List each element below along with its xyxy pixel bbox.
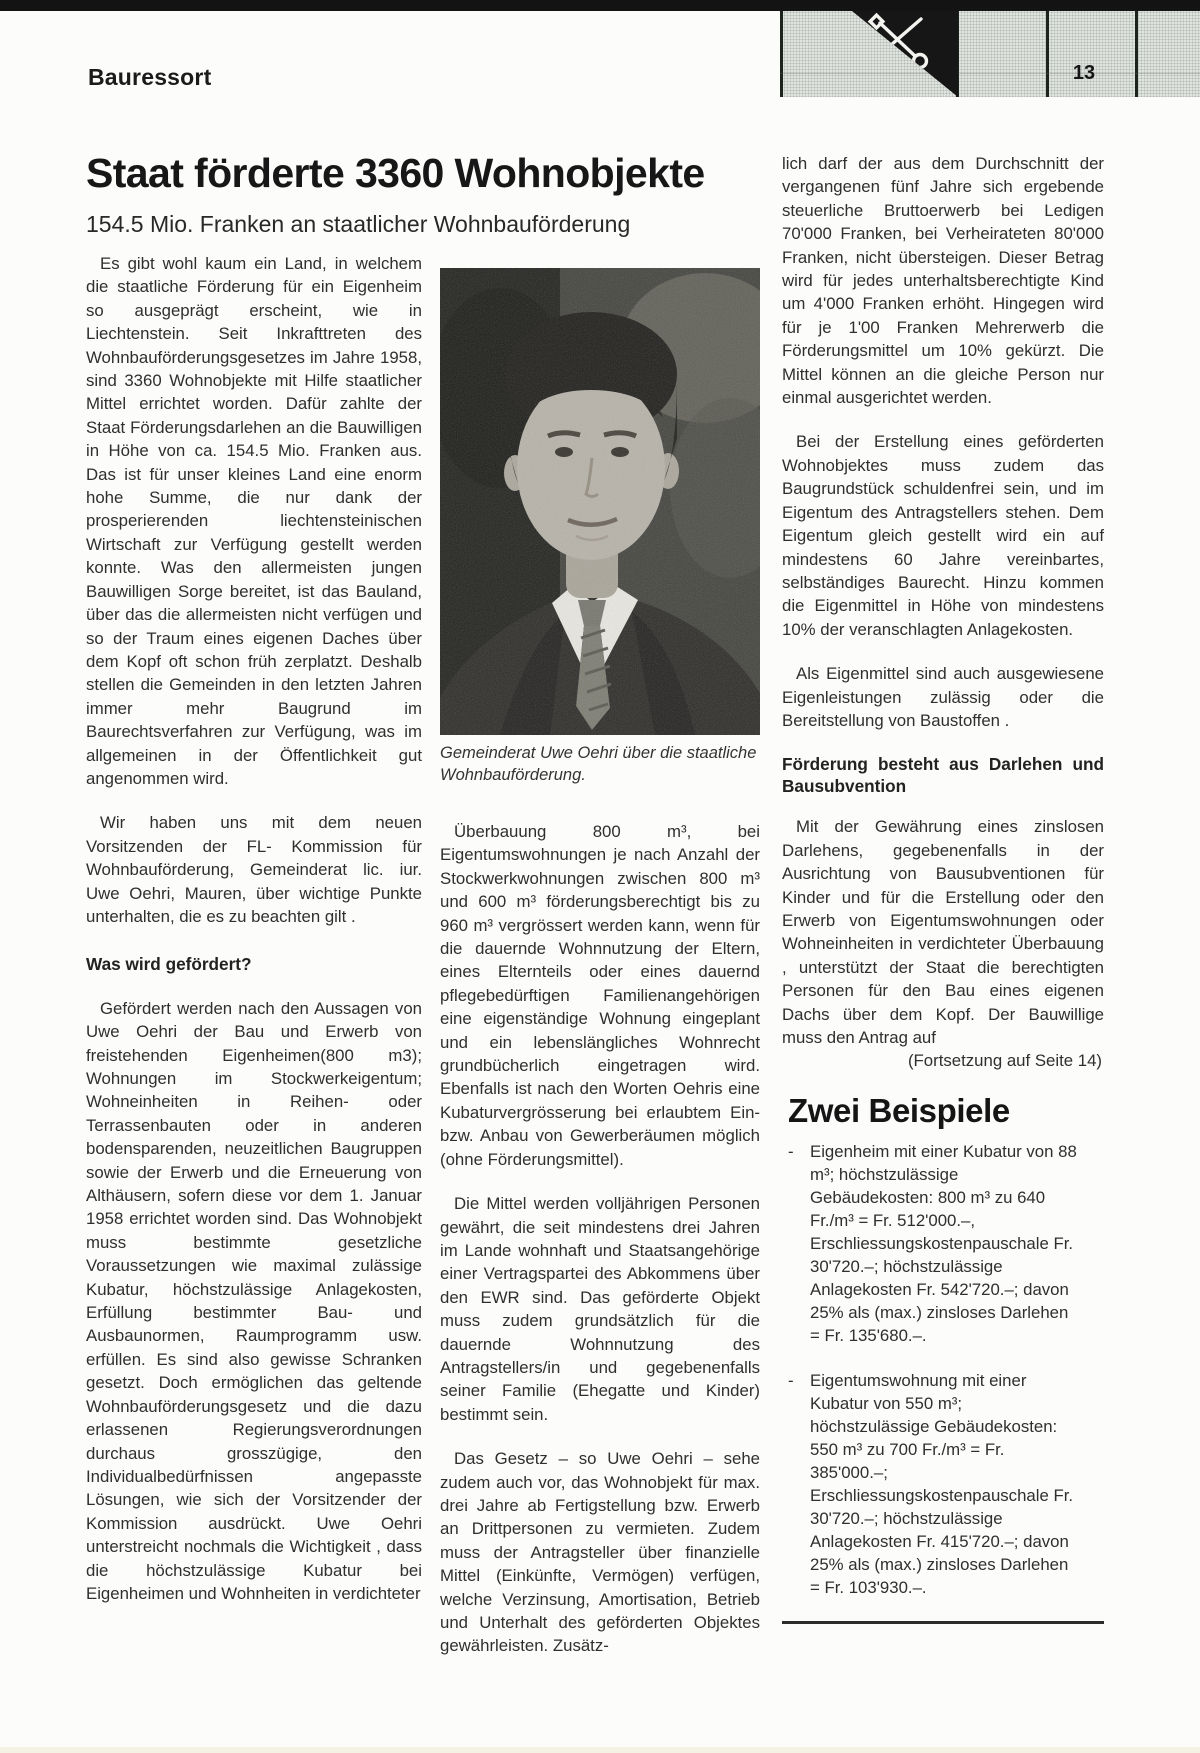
section-label: Bauressort (88, 64, 212, 90)
column-left (86, 252, 422, 1626)
subheading-was-wird-gefoerdert: Was wird gefördert? (86, 954, 252, 975)
scan-edge-artifact (0, 1747, 1200, 1753)
photo-caption: Gemeinderat Uwe Oehri über die staatliche Wohnbauförderung. (440, 744, 757, 784)
paragraph: Gefördert werden nach den Aussagen von Uwe Oehri der Bau und Erwerb von freistehenden Eigenheimen(800 m3); Wohnungen im Stockwerkeigentum; Wohneinheiten in Reihen- oder Terrassenbauten oder in anderen bodensparenden, neuzeitlichen Baugruppen sowie der Erwerb und die Erneuerung von Althäusern, sofern diese vor dem 1. Januar 1958 errichtet worden sind. Das Wohnobjekt muss bestimmte gesetzliche Voraussetzungen wie maximal zulässige Kubatur, höchstzulässige Anlagekosten, Erfüllung bestimmter Bau- und Ausbaunormen, Raumprogramm usw. erfüllen. Es sind also gewisse Schranken gesetzt. Doch ermöglichen das geltende Wohnbauförderungsgesetz und die dazu erlassenen Regierungsverordnungen durchaus grosszügige, den Individualbedürfnissen angepasste Lösungen, wie sich der Vorsitzender der Kommission ausdrückt. Uwe Oehri unterstreicht nochmals die Wichtigkeit , dass die höchstzulässige Kubatur bei Eigenheimen und Wohnheiten in verdichteter (86, 998, 422, 1603)
article-subtitle: 154.5 Mio. Franken an staatlicher Wohnbauförderung (86, 211, 631, 237)
column-middle (440, 820, 760, 1679)
tab-divider (780, 11, 783, 97)
portrait-photo (440, 268, 760, 735)
continuation-note: (Fortsetzung auf Seite 14) (907, 1051, 1102, 1071)
paragraph: Es gibt wohl kaum ein Land, in welchem die staatliche Förderung für ein Eigenheim so ausgeprägt erscheint, wie in Liechtenstein. Seit Inkrafttreten des Wohnbauförderungsgesetzes im Jahre 1958, sind 3360 Wohnobjekte mit Hilfe staatlicher Mittel errichtet worden. Dafür zahlte der Staat Förderungsdarlehen an die Bauwilligen in Höhe von ca. 154.5 Mio. Franken aus. Das ist für unser kleines Land eine enorm hohe Summe, die nur dank der prosperierenden liechtensteinischen Wirtschaft zur Verfügung gestellt werden konnte. Was den allermeisten jungen Bauwilligen Sorge bereitet, ist das Bauland, über das die allermeisten nicht verfügen und so der Traum eines eigenen Daches über dem Kopf oft schon früh zerplatzt. Deshalb stellen die Gemeinden in den letzten Jahren immer mehr Baugrund im Baurechtsverfahren zur Verfügung, was im allgemeinen in der Öffentlichkeit gut angenommen wird. (86, 254, 422, 788)
paragraph: Wir haben uns mit dem neuen Vorsitzenden der FL- Kommission für Wohnbauförderung, Gemeinderat lic. iur. Uwe Oehri, Mauren, über wichtige Punkte unterhalten, die es zu beachten gilt . (86, 813, 422, 926)
bullet-dash: - (788, 1371, 794, 1391)
paragraph: Das Gesetz – so Uwe Oehri – sehe zudem auch vor, das Wohnobjekt für max. drei Jahre ab Fertigstellung bzw. Erwerb an Drittpersonen zu vermieten. Zudem muss der Antragsteller über finanzielle Mittel (Einkünfte, Vermögen) verfügen, welche Verzinsung, Amortisation, Betrieb und Unterhalt des geförderten Objektes gewährleisten. Zusätz- (440, 1449, 760, 1656)
examples-box-title: Zwei Beispiele (788, 1091, 1010, 1129)
paragraph: Als Eigenmittel sind auch ausgewiesene Eigenleistungen zulässig oder die Bereitstellung von Baustoffen . (782, 664, 1104, 730)
scan-artifact-line (780, 73, 1200, 74)
paragraph: Überbauung 800 m³, bei Eigentumswohnungen je nach Anzahl der Stockwerkwohnungen zwischen 800 m³ und 600 m³ förderungsberechtigt bis zu 960 m³ vergrössert werden kann, wenn für die dauernde Wohnnutzung der Eltern, eines Elternteils oder eines dauernd pflegebedürftigen Familienangehörigen eine eigenständige Wohnung eingeplant und ein lebenslängliches Wohnrecht grundbücherlich eingetragen wird. Ebenfalls ist nach den Worten Oehris eine Kubaturvergrösserung bei erlaubtem Ein- bzw. Anbau von Gewerberäumen möglich (ohne Förderungsmittel). (440, 822, 760, 1169)
example-item-text: Eigenheim mit einer Kubatur von 88 m³; höchstzulässige Gebäudekosten: 800 m³ zu 640 Fr./m³ = Fr. 512'000.–, Erschliessungskostenpauschale Fr. 30'720.–; höchstzulässige Anlagekosten Fr. 542'720.–; davon 25% als (max.) zinsloses Darlehen = Fr. 135'680.–. (810, 1142, 1077, 1346)
article-headline: Staat förderte 3360 Wohnobjekte (86, 150, 705, 196)
page-number: 13 (1072, 62, 1096, 84)
paragraph: Bei der Erstellung eines geförderten Wohnobjektes muss zudem das Baugrundstück schuldenfrei sein, und im Eigentum des Antragstellers stehen. Dem Eigentum gleich gestellt wird ein auf mindestens 60 Jahre vereinbartes, selbständiges Baurecht. Hinzu kommen die Eigenmittel in Höhe von mindestens 10% der veranschlagten Anlagekosten. (782, 432, 1104, 639)
paragraph: lich darf der aus dem Durchschnitt der vergangenen fünf Jahre sich ergebende steuerliche Bruttoerwerb bei Ledigen 70'000 Franken, bei Verheirateten 80'000 Franken, nicht übersteigen. Dieser Betrag wird für jedes unterhaltsberechtigte Kind um 4'000 Franken erhöht. Hingegen wird für je 1'00 Franken Mehrerwerb die Förderungsmittel um 10% gekürzt. Die Mittel können an die gleiche Person nur einmal ausgerichtet werden. (782, 154, 1104, 408)
example-item-text: Eigentumswohnung mit einer Kubatur von 550 m³; höchstzulässige Gebäudekosten: 550 m³ zu 700 Fr./m³ = Fr. 385'000.–; Erschliessungskostenpauschale Fr. 30'720.–; höchstzulässige Anlagekosten Fr. 415'720.–; davon 25% als (max.) zinsloses Darlehen = Fr. 103'930.–. (810, 1371, 1074, 1598)
tab-divider (1135, 11, 1138, 97)
column-right (782, 152, 1104, 1624)
paragraph: Die Mittel werden volljährigen Personen gewährt, die seit mindestens drei Jahren im Lande wohnhaft und Staatsangehörige einer Vertragspartei des Abkommens über den EWR sind. Das geförderte Objekt muss zudem grundsätzlich für die dauernde Wohnnutzung des Antragstellers/in und gegebenenfalls seiner Familie (Ehegatte und Kinder) bestimmt sein. (440, 1194, 760, 1424)
example-item (788, 1140, 1104, 1347)
crossed-tools-icon (852, 11, 958, 97)
example-item (788, 1369, 1104, 1599)
end-rule (782, 1621, 1104, 1624)
tab-divider (1046, 11, 1049, 97)
subheading-foerderung: Förderung besteht aus Darlehen und Bausubvention (782, 754, 1104, 797)
paragraph: Mit der Gewährung eines zinslosen Darlehens, gegebenenfalls in der Ausrichtung von Bausubventionen für Kinder und für die Erstellung oder den Erwerb von Eigentumswohnungen oder Wohneinheiten in verdichteter Überbauung , unterstützt der Staat die berechtigten Personen für den Bau eines eigenen Dachs über dem Kopf. Der Bauwillige muss den Antrag auf (782, 817, 1104, 1047)
bullet-dash: - (788, 1142, 794, 1162)
examples-box (782, 1091, 1104, 1624)
top-rule-bar (0, 0, 1200, 11)
